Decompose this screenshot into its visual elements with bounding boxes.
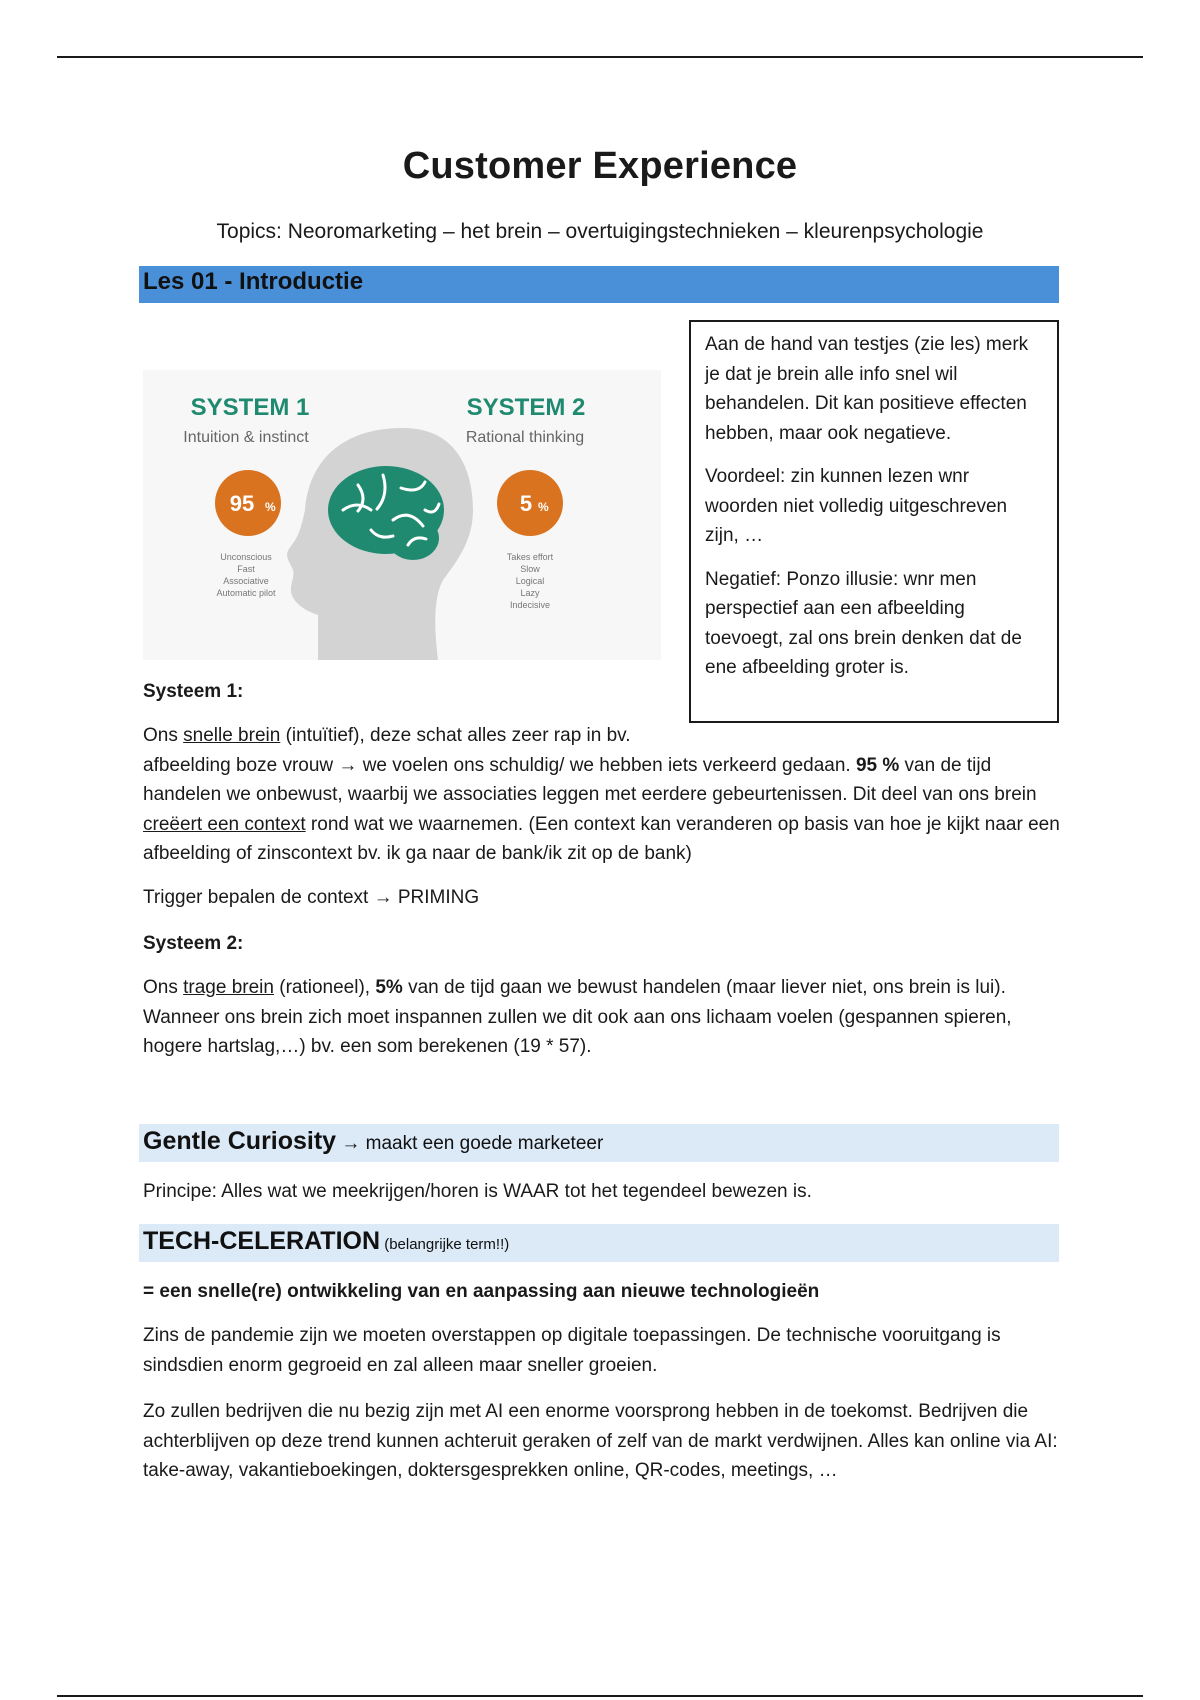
system2-trait: Logical (515, 576, 545, 586)
curiosity-principle: Principe: Alles wat we meekrijgen/horen is WAAR tot het tegendeel bewezen is. (143, 1181, 812, 1202)
section-heading-curiosity (139, 1124, 1059, 1162)
system2-title: SYSTEM 2 (466, 394, 586, 421)
systeem1-heading: Systeem 1: (143, 681, 244, 702)
note-box (689, 320, 1059, 723)
techceleration-paragraph: Zins de pandemie zijn we moeten overstappen op digitale toepassingen. De technische vooruitgang is sindsdien enorm gegroeid en zal alleen maar sneller groeien. (143, 1325, 1001, 1376)
techceleration-definition: = een snelle(re) ontwikkeling van en aanpassing aan nieuwe technologieën (143, 1281, 820, 1302)
page-title: Customer Experience (402, 145, 798, 187)
bold-term: 5% (375, 977, 403, 998)
system2-percent-unit: % (538, 500, 549, 514)
system2-percent: 5 (519, 491, 533, 516)
text-run: (rationeel), (273, 977, 376, 998)
system-figure (143, 370, 661, 660)
techceleration-paragraph: Zo zullen bedrijven die nu bezig zijn met AI een enorme voorsprong hebben in de toekomst. Bedrijven die achterblijven op deze trend kunnen achteruit geraken of zelf van de markt verdwijnen. Alles kan online via AI: take-away, vakantieboekingen, doktersgesprekken online, QR-codes, meetings, … (143, 1401, 1058, 1481)
curiosity-title: Gentle Curiosity (143, 1127, 337, 1155)
techceleration-title: TECH-CELERATION (143, 1227, 381, 1255)
top-rule (57, 56, 1143, 58)
bottom-rule (57, 1695, 1143, 1697)
system1-subtitle: Intuition & instinct (183, 429, 309, 446)
text-run: van de tijd gaan we bewust handelen (maar liever niet, ons brein is lui). Wanneer ons brein zich moet inspannen zullen we dit ook aan ons lichaam voelen (gespannen spieren, hogere hartslag,…) bv. een som berekenen (19 * 57). (143, 977, 1012, 1057)
bold-term: 95 % (855, 754, 900, 776)
topics-line: Topics: Neoromarketing – het brein – overtuigingstechnieken – kleurenpsychologie (216, 220, 984, 243)
system1-title: SYSTEM 1 (190, 394, 310, 421)
text-run: afbeelding boze vrouw → we voelen ons schuldig/ we hebben iets verkeerd gedaan. (143, 754, 856, 776)
system2-trait: Slow (520, 564, 540, 574)
note-paragraph: Negatief: Ponzo illusie: wnr men perspectief aan een afbeelding toevoegt, zal ons brein denken dat de ene afbeelding groter is. (705, 568, 1022, 678)
system1-trait: Associative (223, 576, 269, 586)
underlined-term: snelle brein (183, 725, 281, 746)
section-heading-les01: Les 01 - Introductie (139, 266, 1059, 303)
system1-percent: 95 (229, 491, 255, 516)
systeem2-heading: Systeem 2: (143, 933, 244, 954)
underlined-term: trage brein (183, 977, 274, 998)
text-run: Ons (143, 977, 184, 998)
system2-trait: Indecisive (509, 600, 551, 610)
underlined-term: creëert een context (143, 813, 306, 835)
system1-percent-unit: % (265, 500, 276, 514)
systeem1-text (143, 721, 1063, 869)
system2-subtitle: Rational thinking (465, 429, 585, 446)
system2-trait: Takes effort (506, 552, 554, 562)
text-run: van de tijd handelen we onbewust, waarbij we associaties leggen met eerdere gebeurtenissen. Dit deel van ons brein (143, 754, 1037, 805)
text-run: Ons (143, 725, 184, 746)
systeem2-text (143, 973, 1063, 1062)
system1-trait: Automatic pilot (216, 588, 276, 598)
note-paragraph: Aan de hand van testjes (zie les) merk je dat je brein alle info snel wil behandelen. Dit kan positieve effecten hebben, maar ook negatieve. (705, 334, 1029, 444)
curiosity-subtitle: → maakt een goede marketeer (336, 1133, 604, 1154)
note-paragraph: Voordeel: zin kunnen lezen wnr woorden niet volledig uitgeschreven zijn, … (705, 466, 1008, 546)
text-run: rond wat we waarnemen. (Een context kan veranderen op basis van hoe je kijkt naar een afbeelding of zinscontext bv. ik ga naar de bank/ik zit op de bank) (143, 813, 1060, 864)
system2-trait: Lazy (520, 588, 540, 598)
section-heading-techceleration (139, 1224, 1059, 1262)
system1-trait: Unconscious (220, 552, 272, 562)
system1-trait: Fast (237, 564, 255, 574)
techceleration-note: (belangrijke term!!) (380, 1236, 510, 1253)
priming-line: Trigger bepalen de context → PRIMING (143, 887, 480, 908)
system-figure-svg (143, 370, 661, 660)
text-run: (intuïtief), deze schat alles zeer rap in bv. (280, 725, 631, 746)
